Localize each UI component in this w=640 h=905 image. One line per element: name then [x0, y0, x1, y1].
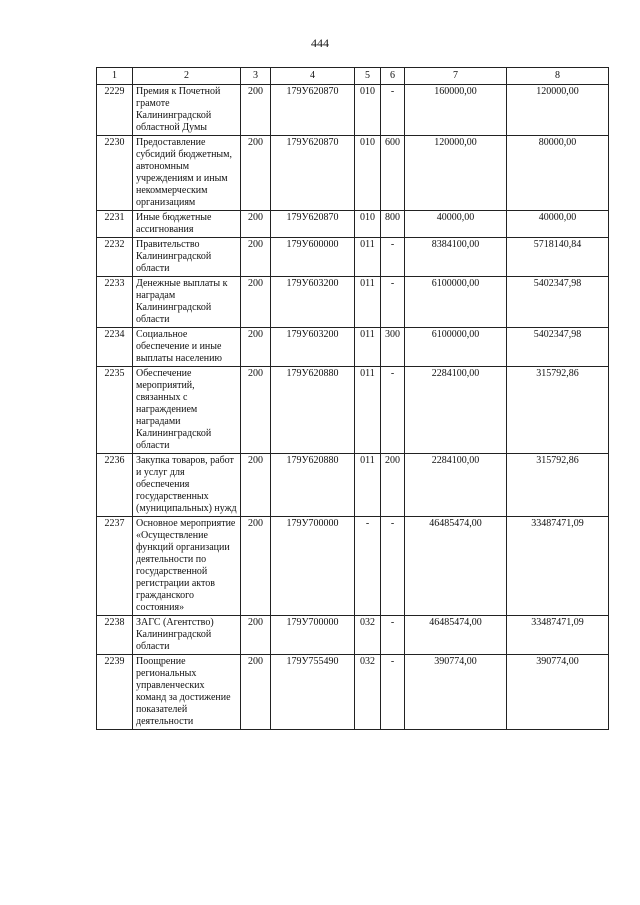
row-section: 011	[355, 367, 381, 454]
row-name: ЗАГС (Агентство) Калининградской области	[133, 616, 241, 655]
header-cell: 1	[97, 68, 133, 85]
row-sum-col8: 315792,86	[507, 367, 609, 454]
header-cell: 3	[241, 68, 271, 85]
row-number: 2238	[97, 616, 133, 655]
row-sum-col7: 120000,00	[405, 136, 507, 211]
row-ved: 200	[241, 517, 271, 616]
row-expense-type: -	[381, 517, 405, 616]
row-csr: 179У603200	[271, 277, 355, 328]
row-section: 010	[355, 136, 381, 211]
row-section: 010	[355, 85, 381, 136]
header-cell: 8	[507, 68, 609, 85]
table-row	[97, 655, 609, 730]
row-section: 032	[355, 655, 381, 730]
row-sum-col7: 6100000,00	[405, 328, 507, 367]
row-expense-type: 600	[381, 136, 405, 211]
table-row	[97, 454, 609, 517]
header-cell: 2	[133, 68, 241, 85]
row-sum-col8: 5402347,98	[507, 277, 609, 328]
row-ved: 200	[241, 136, 271, 211]
table-row	[97, 85, 609, 136]
row-sum-col7: 46485474,00	[405, 517, 507, 616]
row-name: Денежные выплаты к наградам Калининградской области	[133, 277, 241, 328]
row-name: Поощрение региональных управленческих команд за достижение показателей деятельности	[133, 655, 241, 730]
row-csr: 179У600000	[271, 238, 355, 277]
row-number: 2235	[97, 367, 133, 454]
row-section: 011	[355, 328, 381, 367]
row-sum-col8: 120000,00	[507, 85, 609, 136]
row-ved: 200	[241, 616, 271, 655]
row-section: 011	[355, 454, 381, 517]
row-name: Закупка товаров, работ и услуг для обеспечения государственных (муниципальных) нужд	[133, 454, 241, 517]
header-cell: 5	[355, 68, 381, 85]
row-expense-type: -	[381, 655, 405, 730]
table-row	[97, 367, 609, 454]
row-expense-type: 300	[381, 328, 405, 367]
budget-table	[96, 67, 609, 730]
row-expense-type: -	[381, 85, 405, 136]
row-sum-col7: 6100000,00	[405, 277, 507, 328]
page-number: 444	[311, 36, 329, 50]
row-csr: 179У755490	[271, 655, 355, 730]
table-row	[97, 211, 609, 238]
row-sum-col7: 390774,00	[405, 655, 507, 730]
row-number: 2236	[97, 454, 133, 517]
row-expense-type: -	[381, 277, 405, 328]
row-ved: 200	[241, 211, 271, 238]
row-csr: 179У620880	[271, 367, 355, 454]
row-expense-type: -	[381, 238, 405, 277]
row-sum-col7: 40000,00	[405, 211, 507, 238]
row-sum-col7: 46485474,00	[405, 616, 507, 655]
row-sum-col7: 2284100,00	[405, 367, 507, 454]
row-sum-col7: 160000,00	[405, 85, 507, 136]
row-sum-col7: 8384100,00	[405, 238, 507, 277]
row-name: Предоставление субсидий бюджетным, автономным учреждениям и иным некоммерческим организациям	[133, 136, 241, 211]
row-expense-type: 800	[381, 211, 405, 238]
row-number: 2231	[97, 211, 133, 238]
row-name: Иные бюджетные ассигнования	[133, 211, 241, 238]
row-number: 2234	[97, 328, 133, 367]
table-row	[97, 136, 609, 211]
row-name: Социальное обеспечение и иные выплаты населению	[133, 328, 241, 367]
row-section: 011	[355, 277, 381, 328]
row-csr: 179У700000	[271, 616, 355, 655]
table-row	[97, 238, 609, 277]
header-cell: 6	[381, 68, 405, 85]
row-number: 2229	[97, 85, 133, 136]
row-sum-col8: 5402347,98	[507, 328, 609, 367]
row-number: 2232	[97, 238, 133, 277]
table-row	[97, 517, 609, 616]
row-section: 032	[355, 616, 381, 655]
table-row	[97, 616, 609, 655]
row-sum-col8: 40000,00	[507, 211, 609, 238]
row-ved: 200	[241, 328, 271, 367]
row-section: -	[355, 517, 381, 616]
row-expense-type: -	[381, 367, 405, 454]
row-ved: 200	[241, 85, 271, 136]
row-number: 2230	[97, 136, 133, 211]
table-header-row	[97, 68, 609, 85]
row-name: Премия к Почетной грамоте Калининградской областной Думы	[133, 85, 241, 136]
row-sum-col8: 5718140,84	[507, 238, 609, 277]
row-csr: 179У620880	[271, 454, 355, 517]
row-sum-col8: 33487471,09	[507, 517, 609, 616]
row-ved: 200	[241, 367, 271, 454]
row-expense-type: -	[381, 616, 405, 655]
row-csr: 179У620870	[271, 136, 355, 211]
row-sum-col8: 80000,00	[507, 136, 609, 211]
row-csr: 179У603200	[271, 328, 355, 367]
row-name: Правительство Калининградской области	[133, 238, 241, 277]
row-number: 2237	[97, 517, 133, 616]
row-sum-col7: 2284100,00	[405, 454, 507, 517]
row-csr: 179У700000	[271, 517, 355, 616]
row-sum-col8: 390774,00	[507, 655, 609, 730]
row-ved: 200	[241, 277, 271, 328]
row-ved: 200	[241, 238, 271, 277]
row-sum-col8: 315792,86	[507, 454, 609, 517]
row-number: 2239	[97, 655, 133, 730]
row-section: 010	[355, 211, 381, 238]
row-ved: 200	[241, 655, 271, 730]
row-name: Обеспечение мероприятий, связанных с награждением наградами Калининградской области	[133, 367, 241, 454]
header-cell: 7	[405, 68, 507, 85]
row-csr: 179У620870	[271, 85, 355, 136]
header-cell: 4	[271, 68, 355, 85]
row-ved: 200	[241, 454, 271, 517]
row-csr: 179У620870	[271, 211, 355, 238]
table-row	[97, 328, 609, 367]
row-expense-type: 200	[381, 454, 405, 517]
row-number: 2233	[97, 277, 133, 328]
row-section: 011	[355, 238, 381, 277]
row-name: Основное мероприятие «Осуществление функций организации деятельности по государственной регистрации актов гражданского состояния»	[133, 517, 241, 616]
table-row	[97, 277, 609, 328]
row-sum-col8: 33487471,09	[507, 616, 609, 655]
